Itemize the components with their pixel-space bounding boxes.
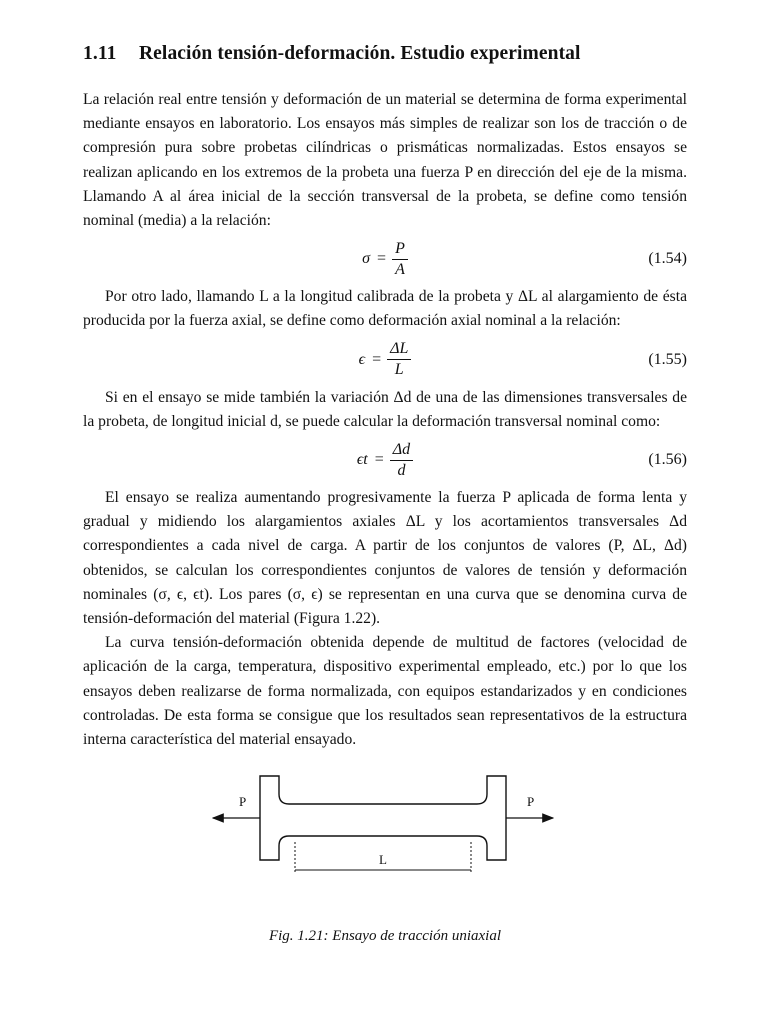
equation-denominator: d (397, 461, 406, 479)
equation-denominator: L (394, 361, 404, 379)
equation-number: (1.56) (648, 451, 687, 469)
section-number: 1.11 (83, 43, 117, 64)
equation-numerator: P (395, 239, 405, 257)
equation-1-54: σ = $\frac{P}{A}$ (1.54) (362, 239, 687, 278)
equation-fraction (390, 440, 413, 481)
equation-1-56: ϵt = $\frac{\Delta d}{d}$ (1.56) (356, 440, 687, 479)
paragraph-2: Por otro lado, llamando L a la longitud calibrada de la probeta y ΔL al alargamiento de ésta producida por la fuerza axial, se define como deformación axial nominal a la relación: (83, 288, 687, 330)
equation-fraction (392, 239, 408, 280)
equation-lhs: ϵt (356, 451, 368, 469)
page-content (83, 40, 687, 945)
equation-numerator: ΔL (390, 340, 409, 358)
equation-fraction (387, 339, 411, 380)
paragraph-1: La relación real entre tensión y deformación de un material se determina de forma experimental mediante ensayos en laboratorio. Los ensayos más simples de realizar son los de tracción o de compresión pura sobre probetas cilíndricas o prismáticas normalizadas. Estos ensayos se realizan aplicando en los extremos de la probeta una fuerza P en dirección del eje de la misma. Llamando A al área inicial de la sección transversal de la probeta, se define como tensión nominal (media) a la relación: (83, 91, 687, 230)
section-heading (83, 40, 687, 68)
tensile-specimen-figure (83, 764, 687, 914)
tensile-specimen-diagram (83, 764, 687, 914)
right-force-label: P (527, 794, 535, 810)
equation-denominator: A (395, 260, 405, 278)
specimen-outline (260, 776, 506, 860)
left-force-label: P (239, 794, 247, 810)
paragraph-5: La curva tensión-deformación obtenida depende de multitud de factores (velocidad de aplicación de la carga, temperatura, dispositivo experimental empleado, etc.) por lo que los ensayos deben realizarse de forma normalizada, con equipos estandarizados y en condiciones controladas. De esta forma se consigue que los resultados sean representativos de la estructura interna característica del material ensayado. (83, 634, 687, 749)
equation-number: (1.54) (648, 250, 687, 268)
paragraph-3: Si en el ensayo se mide también la variación Δd de una de las dimensiones transversales de la probeta, de longitud inicial d, se puede calcular la deformación transversal nominal como: (83, 388, 687, 430)
equation-numerator: Δd (392, 440, 411, 458)
equation-number: (1.55) (648, 350, 687, 368)
equation-1-55: ϵ = $\frac{\Delta L}{L}$ (1.55) (358, 340, 687, 379)
figure-caption: Fig. 1.21: Ensayo de tracción uniaxial (268, 928, 502, 945)
length-label: L (379, 852, 387, 868)
equation-lhs: ϵ (358, 350, 366, 368)
section-title: Relación tensión-deformación. Estudio experimental (139, 43, 581, 64)
equation-lhs: σ (362, 250, 371, 268)
paragraph-4: El ensayo se realiza aumentando progresivamente la fuerza P aplicada de forma lenta y gradual y midiendo los alargamientos axiales ΔL y los acortamientos transversales Δd correspondientes a cada nivel de carga. A partir de los conjuntos de valores (P, ΔL, Δd) obtenidos, se calculan los correspondientes conjuntos de valores de tensión y deformación nominales (σ, ϵ, ϵt). Los pares (σ, ϵ) se representan en una curva que se denomina curva de tensión-deformación del material (Figura 1.22). (83, 489, 687, 628)
